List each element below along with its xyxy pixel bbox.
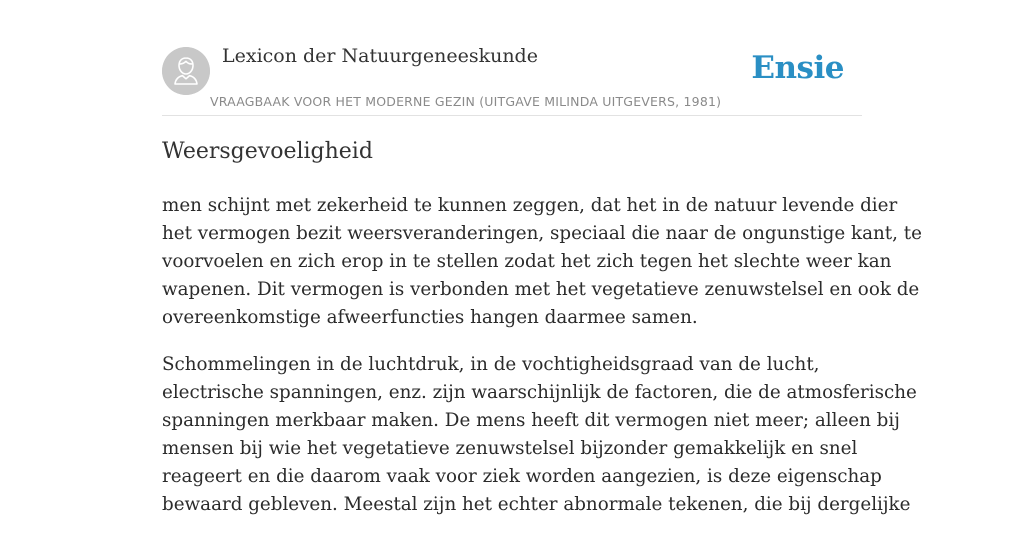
brand-logo[interactable]: Ensie xyxy=(751,50,844,86)
user-icon[interactable] xyxy=(162,47,210,95)
text-line: Schommelingen in de luchtdruk, in de vochtigheidsgraad van de lucht, xyxy=(162,354,820,375)
text-line: electrische spanningen, enz. zijn waarschijnlijk de factoren, die de atmosferische xyxy=(162,382,917,403)
text-line: bewaard gebleven. Meestal zijn het echter abnormale tekenen, die bij dergelijke xyxy=(162,494,911,515)
paragraph xyxy=(162,351,917,519)
source-subtitle: VRAAGBAAK VOOR HET MODERNE GEZIN (UITGAVE MILINDA UITGEVERS, 1981) xyxy=(210,94,722,109)
entry-body xyxy=(162,192,922,538)
paragraph xyxy=(162,192,922,332)
source-title[interactable]: Lexicon der Natuurgeneeskunde xyxy=(222,45,538,67)
text-line: overeenkomstige afweerfuncties hangen daarmee samen. xyxy=(162,307,698,328)
text-line: reageert en die daarom vaak voor ziek worden aangezien, is deze eigenschap xyxy=(162,466,882,487)
text-line: mensen bij wie het vegetatieve zenuwstelsel bijzonder gemakkelijk en snel xyxy=(162,438,858,459)
header xyxy=(162,0,862,116)
page xyxy=(162,0,922,515)
text-line: voorvoelen en zich erop in te stellen zodat het zich tegen het slechte weer kan xyxy=(162,251,892,272)
entry-title: Weersgevoeligheid xyxy=(162,139,373,164)
text-line: men schijnt met zekerheid te kunnen zeggen, dat het in de natuur levende dier xyxy=(162,195,898,216)
text-line: wapenen. Dit vermogen is verbonden met het vegetatieve zenuwstelsel en ook de xyxy=(162,279,920,300)
text-line: het vermogen bezit weersveranderingen, speciaal die naar de ongunstige kant, te xyxy=(162,223,922,244)
text-line: spanningen merkbaar maken. De mens heeft dit vermogen niet meer; alleen bij xyxy=(162,410,900,431)
